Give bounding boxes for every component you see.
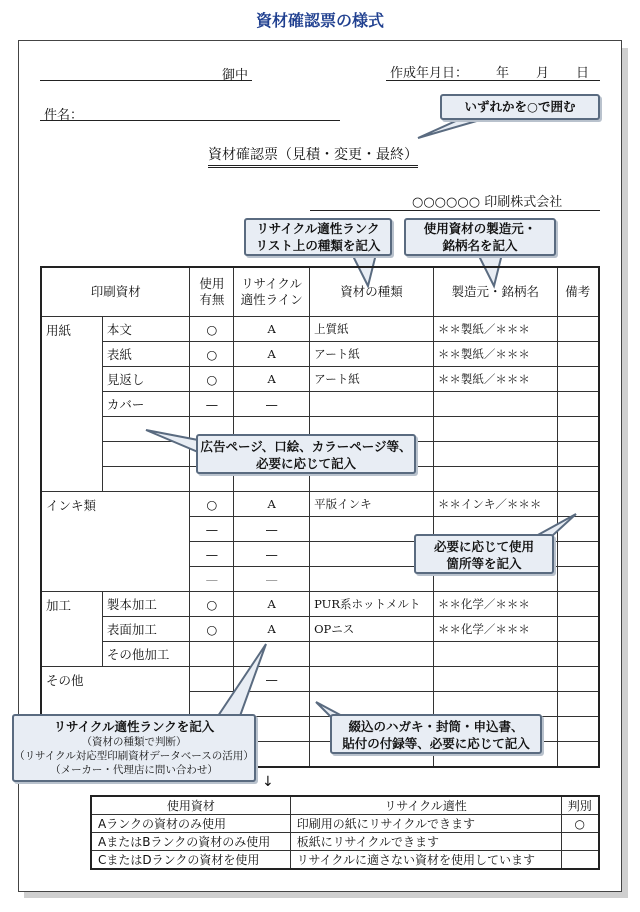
date-month: 月 <box>536 66 550 81</box>
date-label: 作成年月日： <box>390 66 469 81</box>
use-cell[interactable]: ○ <box>190 592 234 617</box>
callout-rank-entry-line3: （リサイクル対応型印刷資材データベースの活用） <box>14 750 254 762</box>
subject-label: 件名： <box>44 108 84 123</box>
rank-cell[interactable]: — <box>234 392 310 417</box>
rank-cell[interactable]: — <box>234 517 310 542</box>
item-cell: 製本加工 <box>102 592 190 617</box>
header-maker: 製造元・銘柄名 <box>433 267 557 317</box>
kind-cell[interactable]: OPニス <box>310 617 434 642</box>
rank-cell[interactable]: A <box>234 492 310 517</box>
legend-row <box>91 815 599 833</box>
recycle-legend-table <box>90 795 600 870</box>
callout-usage-place-line1: 必要に応じて使用 <box>433 539 534 554</box>
legend-material: CまたはDランクの資材を使用 <box>91 851 290 870</box>
item-cell: 本文 <box>102 317 190 342</box>
callout-rank-entry-title: リサイクル適性ランクを記入 <box>53 719 215 734</box>
maker-cell[interactable]: ＊＊製紙／＊＊＊ <box>433 367 557 392</box>
legend-mark[interactable]: ○ <box>561 815 599 833</box>
maker-cell[interactable]: ＊＊化学／＊＊＊ <box>433 592 557 617</box>
legend-recycle: リサイクルに適さない資材を使用しています <box>290 851 561 870</box>
category-processing: 加工 <box>41 592 102 667</box>
item-cell: 見返し <box>102 367 190 392</box>
callout-rank-entry-line2: （資材の種類で判断） <box>81 736 187 748</box>
item-cell: 表面加工 <box>102 617 190 642</box>
legend-row <box>91 833 599 851</box>
use-cell[interactable]: ○ <box>190 617 234 642</box>
legend-row <box>91 851 599 870</box>
use-cell[interactable]: ○ <box>190 317 234 342</box>
header-use-line2: 有無 <box>199 292 225 307</box>
legend-header-row <box>91 796 599 815</box>
legend-material: AまたはBランクの資材のみ使用 <box>91 833 290 851</box>
item-cell: その他加工 <box>102 642 190 667</box>
kind-cell[interactable]: アート紙 <box>310 342 434 367</box>
callout-recycle-rank-line2: リスト上の種類を記入 <box>255 238 381 253</box>
maker-cell[interactable]: ＊＊化学／＊＊＊ <box>433 617 557 642</box>
header-recycle-line2: 適性ライン <box>240 292 303 307</box>
use-cell[interactable]: ○ <box>190 367 234 392</box>
rank-cell[interactable]: A <box>234 342 310 367</box>
header-use-line1: 使用 <box>199 276 225 291</box>
rank-cell[interactable]: A <box>234 592 310 617</box>
legend-mark[interactable] <box>561 851 599 870</box>
use-cell[interactable]: — <box>190 567 234 592</box>
legend-header-mark: 判別 <box>561 796 599 815</box>
rank-cell[interactable]: A <box>234 317 310 342</box>
maker-cell[interactable]: ＊＊インキ／＊＊＊ <box>433 492 557 517</box>
callout-ad-pages-line1: 広告ページ、口絵、カラーページ等、 <box>200 439 412 454</box>
rank-cell[interactable]: — <box>234 542 310 567</box>
category-ink: インキ類 <box>41 492 190 592</box>
callout-inserts-line2: 貼付の付録等、必要に応じて記入 <box>342 736 530 751</box>
document-title: 資材確認票（見積・変更・最終） <box>208 144 418 168</box>
callout-inserts-line1: 綴込のハガキ・封筒・申込書、 <box>348 719 524 734</box>
date-day: 日 <box>576 66 590 81</box>
page-title: 資材確認票の様式 <box>255 11 384 30</box>
kind-cell[interactable]: PUR系ホットメルト <box>310 592 434 617</box>
use-cell[interactable]: — <box>190 392 234 417</box>
maker-cell[interactable]: ＊＊製紙／＊＊＊ <box>433 342 557 367</box>
company-name: ○○○○○○ 印刷株式会社 <box>412 195 563 210</box>
legend-recycle: 印刷用の紙にリサイクルできます <box>290 815 561 833</box>
callout-circle-one-text: いずれかを○で囲む <box>464 99 576 114</box>
kind-cell[interactable]: 平版インキ <box>310 492 434 517</box>
rank-cell[interactable]: — <box>234 567 310 592</box>
use-cell[interactable]: — <box>190 542 234 567</box>
callout-rank-entry-line4: （メーカー・代理店に問い合わせ） <box>50 764 218 776</box>
legend-recycle: 板紙にリサイクルできます <box>290 833 561 851</box>
recipient-suffix: 御中 <box>222 68 249 83</box>
header-note: 備考 <box>557 267 599 317</box>
down-arrow-icon: ↓ <box>262 774 274 790</box>
header-kind: 資材の種類 <box>310 267 434 317</box>
item-cell: カバー <box>102 392 190 417</box>
category-other: その他 <box>41 667 190 768</box>
callout-recycle-rank-line1: リサイクル適性ランク <box>256 221 380 236</box>
use-cell[interactable]: ○ <box>190 492 234 517</box>
item-cell: 表紙 <box>102 342 190 367</box>
rank-cell[interactable]: — <box>234 667 310 692</box>
callout-maker-line1: 使用資材の製造元・ <box>423 221 537 236</box>
callout-ad-pages-line2: 必要に応じて記入 <box>255 456 356 471</box>
maker-cell[interactable]: ＊＊製紙／＊＊＊ <box>433 317 557 342</box>
kind-cell[interactable]: 上質紙 <box>310 317 434 342</box>
legend-material: Aランクの資材のみ使用 <box>91 815 290 833</box>
use-cell[interactable]: ○ <box>190 342 234 367</box>
legend-header-recycle: リサイクル適性 <box>290 796 561 815</box>
rank-cell[interactable]: A <box>234 367 310 392</box>
legend-mark[interactable] <box>561 833 599 851</box>
category-paper: 用紙 <box>41 317 102 492</box>
header-recycle-line1: リサイクル <box>241 276 303 291</box>
callout-rank-entry <box>12 714 256 782</box>
header-material: 印刷資材 <box>41 267 190 317</box>
rank-cell[interactable]: A <box>234 617 310 642</box>
kind-cell[interactable]: アート紙 <box>310 367 434 392</box>
callout-maker-line2: 銘柄名を記入 <box>442 238 518 253</box>
date-year: 年 <box>496 66 510 81</box>
callout-usage-place-line2: 箇所等を記入 <box>446 556 522 571</box>
legend-header-material: 使用資材 <box>91 796 290 815</box>
use-cell[interactable]: — <box>190 517 234 542</box>
